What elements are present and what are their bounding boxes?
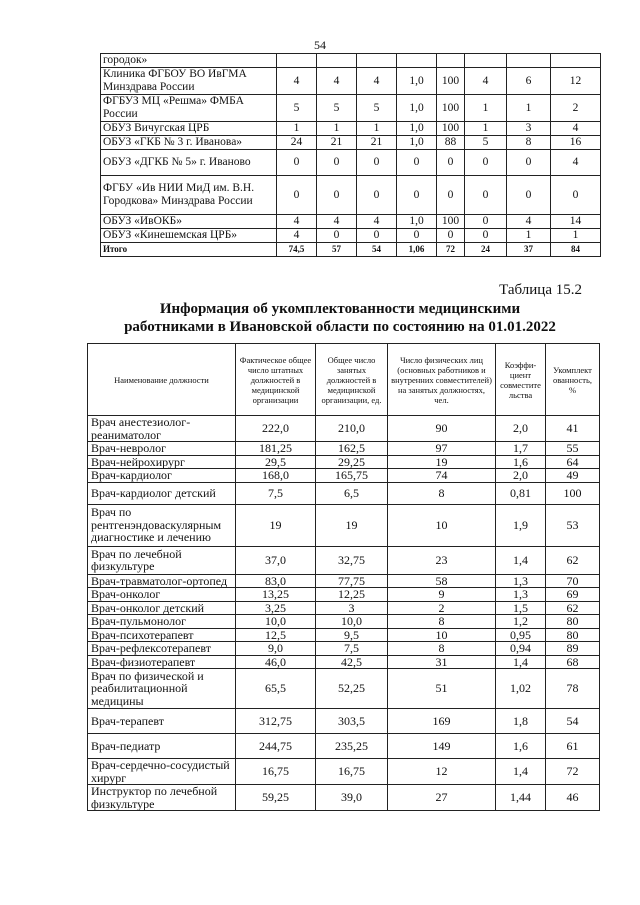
value-cell: 1 (551, 229, 601, 243)
value-cell: 1 (465, 95, 507, 122)
value-cell: 8 (388, 642, 496, 656)
value-cell: 210,0 (316, 416, 388, 442)
table-row (88, 601, 600, 615)
table-row (88, 642, 600, 656)
total-label-cell: Итого (101, 243, 277, 257)
total-value-cell: 74,5 (277, 243, 317, 257)
value-cell: 3 (316, 601, 388, 615)
position-name-cell: Врач-кардиолог детский (88, 482, 236, 504)
position-name-cell: Врач-рефлексотерапевт (88, 642, 236, 656)
value-cell: 1,6 (496, 455, 546, 469)
value-cell: 5 (357, 95, 397, 122)
table-row (88, 734, 600, 759)
value-cell: 12 (551, 68, 601, 95)
column-header: Общее число занятых должностей в медицинской организации, ед. (316, 344, 388, 416)
value-cell: 8 (507, 136, 551, 150)
position-name-cell: Врач-физиотерапевт (88, 655, 236, 669)
value-cell: 100 (437, 68, 465, 95)
value-cell: 0 (357, 229, 397, 243)
page-number: 54 (314, 38, 326, 52)
value-cell: 1 (317, 122, 357, 136)
column-header: Число физических лиц (основных работников и внутренних совместителей) на занятых должностях, чел. (388, 344, 496, 416)
table-title-line-1: Информация об укомплектованности медицинскими (159, 301, 521, 317)
table-row (101, 150, 601, 176)
value-cell (357, 54, 397, 68)
table-row (101, 229, 601, 243)
facility-name-cell: ОБУЗ «ГКБ № 3 г. Иванова» (101, 136, 277, 150)
table-row (88, 588, 600, 602)
value-cell: 0 (437, 150, 465, 176)
value-cell: 80 (546, 628, 600, 642)
value-cell: 49 (546, 469, 600, 483)
table-row (88, 628, 600, 642)
value-cell (277, 54, 317, 68)
facility-name-cell: ФГБУ «Ив НИИ МиД им. В.Н. Городкова» Минздрава России (101, 176, 277, 215)
value-cell: 1,6 (496, 734, 546, 759)
value-cell: 70 (546, 574, 600, 588)
value-cell: 100 (546, 482, 600, 504)
value-cell: 0,81 (496, 482, 546, 504)
value-cell: 4 (317, 68, 357, 95)
table-row (101, 95, 601, 122)
value-cell: 0 (551, 176, 601, 215)
facility-name-cell: ОБУЗ «Кинешемская ЦРБ» (101, 229, 277, 243)
value-cell: 13,25 (236, 588, 316, 602)
table-row (88, 546, 600, 574)
value-cell: 19 (388, 455, 496, 469)
value-cell: 62 (546, 546, 600, 574)
position-name-cell: Врач-педиатр (88, 734, 236, 759)
table-row (88, 709, 600, 734)
value-cell: 0 (397, 229, 437, 243)
value-cell: 97 (388, 442, 496, 456)
table-row (88, 442, 600, 456)
value-cell: 1,44 (496, 785, 546, 811)
value-cell: 100 (437, 122, 465, 136)
value-cell: 16,75 (316, 759, 388, 785)
value-cell: 1 (277, 122, 317, 136)
value-cell: 0 (357, 150, 397, 176)
value-cell: 42,5 (316, 655, 388, 669)
value-cell: 23 (388, 546, 496, 574)
value-cell: 10,0 (316, 615, 388, 629)
position-name-cell: Врач-терапевт (88, 709, 236, 734)
facility-name-cell: ОБУЗ «ДГКБ № 5» г. Иваново (101, 150, 277, 176)
value-cell: 1,0 (397, 122, 437, 136)
value-cell: 0 (465, 229, 507, 243)
value-cell: 1,0 (397, 95, 437, 122)
value-cell: 37,0 (236, 546, 316, 574)
table-row (88, 655, 600, 669)
value-cell: 1,8 (496, 709, 546, 734)
value-cell: 244,75 (236, 734, 316, 759)
table-row (101, 136, 601, 150)
value-cell: 3,25 (236, 601, 316, 615)
value-cell: 4 (277, 68, 317, 95)
value-cell: 1,7 (496, 442, 546, 456)
value-cell: 0 (465, 150, 507, 176)
total-value-cell: 37 (507, 243, 551, 257)
value-cell: 58 (388, 574, 496, 588)
facility-name-cell: ОБУЗ Вичугская ЦРБ (101, 122, 277, 136)
value-cell: 10 (388, 628, 496, 642)
value-cell: 59,25 (236, 785, 316, 811)
value-cell: 0 (437, 176, 465, 215)
value-cell: 16,75 (236, 759, 316, 785)
value-cell (437, 54, 465, 68)
position-name-cell: Врач-пульмонолог (88, 615, 236, 629)
value-cell: 69 (546, 588, 600, 602)
value-cell: 78 (546, 669, 600, 709)
value-cell: 1,02 (496, 669, 546, 709)
table-row (101, 68, 601, 95)
value-cell: 1,4 (496, 546, 546, 574)
value-cell: 1,3 (496, 588, 546, 602)
table-row (101, 215, 601, 229)
value-cell: 162,5 (316, 442, 388, 456)
position-name-cell: Врач по рентгенэндоваскулярным диагностике и лечению (88, 504, 236, 546)
total-row (101, 243, 601, 257)
value-cell: 19 (316, 504, 388, 546)
value-cell: 4 (507, 215, 551, 229)
value-cell: 39,0 (316, 785, 388, 811)
value-cell: 168,0 (236, 469, 316, 483)
value-cell: 46,0 (236, 655, 316, 669)
value-cell: 0 (465, 215, 507, 229)
value-cell: 1 (357, 122, 397, 136)
position-name-cell: Врач-сердечно-сосудистый хирург (88, 759, 236, 785)
value-cell (465, 54, 507, 68)
facility-name-cell: ОБУЗ «ИвОКБ» (101, 215, 277, 229)
value-cell: 54 (546, 709, 600, 734)
column-header: Коэффи-циент совместите льства (496, 344, 546, 416)
value-cell: 1,0 (397, 215, 437, 229)
value-cell: 8 (388, 482, 496, 504)
value-cell: 303,5 (316, 709, 388, 734)
value-cell: 55 (546, 442, 600, 456)
value-cell: 51 (388, 669, 496, 709)
value-cell: 0 (277, 176, 317, 215)
value-cell: 7,5 (236, 482, 316, 504)
value-cell: 169 (388, 709, 496, 734)
position-name-cell: Врач-онколог (88, 588, 236, 602)
value-cell: 27 (388, 785, 496, 811)
value-cell (397, 54, 437, 68)
value-cell: 90 (388, 416, 496, 442)
total-value-cell: 24 (465, 243, 507, 257)
facility-name-cell: ФГБУЗ МЦ «Решма» ФМБА России (101, 95, 277, 122)
table-row (101, 176, 601, 215)
position-name-cell: Врач анестезиолог-реаниматолог (88, 416, 236, 442)
value-cell: 235,25 (316, 734, 388, 759)
value-cell: 2 (551, 95, 601, 122)
value-cell: 181,25 (236, 442, 316, 456)
staffing-table (87, 343, 600, 811)
table-row (101, 122, 601, 136)
table-row (88, 416, 600, 442)
table-header-row (88, 344, 600, 416)
value-cell: 0 (397, 176, 437, 215)
value-cell: 5 (317, 95, 357, 122)
value-cell: 0 (317, 176, 357, 215)
value-cell: 88 (437, 136, 465, 150)
value-cell: 1,4 (496, 759, 546, 785)
column-header: Наименование должности (88, 344, 236, 416)
column-header: Фактическое общее число штатных должностей в медицинской организации (236, 344, 316, 416)
value-cell: 12,5 (236, 628, 316, 642)
value-cell: 16 (551, 136, 601, 150)
value-cell (551, 54, 601, 68)
value-cell: 9,0 (236, 642, 316, 656)
value-cell: 83,0 (236, 574, 316, 588)
value-cell: 21 (357, 136, 397, 150)
value-cell: 4 (277, 215, 317, 229)
value-cell: 222,0 (236, 416, 316, 442)
value-cell: 1,2 (496, 615, 546, 629)
position-name-cell: Инструктор по лечебной физкультуре (88, 785, 236, 811)
table-row (88, 785, 600, 811)
total-value-cell: 1,06 (397, 243, 437, 257)
value-cell: 0 (317, 229, 357, 243)
value-cell: 61 (546, 734, 600, 759)
value-cell: 19 (236, 504, 316, 546)
table-row (88, 574, 600, 588)
value-cell: 46 (546, 785, 600, 811)
total-value-cell: 54 (357, 243, 397, 257)
position-name-cell: Врач-онколог детский (88, 601, 236, 615)
value-cell: 100 (437, 215, 465, 229)
value-cell: 29,5 (236, 455, 316, 469)
value-cell: 3 (507, 122, 551, 136)
value-cell: 0 (507, 150, 551, 176)
value-cell: 165,75 (316, 469, 388, 483)
value-cell: 77,75 (316, 574, 388, 588)
value-cell: 52,25 (316, 669, 388, 709)
value-cell: 312,75 (236, 709, 316, 734)
facility-name-cell: городок» (101, 54, 277, 68)
value-cell: 1,9 (496, 504, 546, 546)
position-name-cell: Врач по лечебной физкультуре (88, 546, 236, 574)
value-cell: 2,0 (496, 469, 546, 483)
table-row (88, 759, 600, 785)
value-cell: 72 (546, 759, 600, 785)
value-cell: 100 (437, 95, 465, 122)
table-row (88, 455, 600, 469)
position-name-cell: Врач-травматолог-ортопед (88, 574, 236, 588)
value-cell: 1,3 (496, 574, 546, 588)
value-cell: 4 (277, 229, 317, 243)
value-cell: 21 (317, 136, 357, 150)
value-cell (507, 54, 551, 68)
position-name-cell: Врач-психотерапевт (88, 628, 236, 642)
value-cell: 10 (388, 504, 496, 546)
table-title-line-2: работниками в Ивановской области по состоянию на 01.01.2022 (124, 319, 556, 335)
position-name-cell: Врач-нейрохирург (88, 455, 236, 469)
value-cell: 6 (507, 68, 551, 95)
value-cell: 31 (388, 655, 496, 669)
value-cell: 1 (507, 229, 551, 243)
value-cell: 7,5 (316, 642, 388, 656)
value-cell: 9,5 (316, 628, 388, 642)
value-cell: 0 (507, 176, 551, 215)
value-cell: 0 (317, 150, 357, 176)
value-cell: 4 (357, 68, 397, 95)
value-cell: 4 (465, 68, 507, 95)
value-cell: 2,0 (496, 416, 546, 442)
value-cell: 80 (546, 615, 600, 629)
value-cell: 62 (546, 601, 600, 615)
position-name-cell: Врач-кардиолог (88, 469, 236, 483)
value-cell: 10,0 (236, 615, 316, 629)
value-cell: 14 (551, 215, 601, 229)
continued-facilities-table (100, 53, 601, 257)
value-cell: 41 (546, 416, 600, 442)
table-row (88, 669, 600, 709)
value-cell: 64 (546, 455, 600, 469)
value-cell: 4 (551, 150, 601, 176)
value-cell: 5 (465, 136, 507, 150)
value-cell: 65,5 (236, 669, 316, 709)
value-cell: 2 (388, 601, 496, 615)
table-label: Таблица 15.2 (499, 282, 582, 298)
value-cell: 6,5 (316, 482, 388, 504)
value-cell: 0 (357, 176, 397, 215)
value-cell: 1,4 (496, 655, 546, 669)
facility-name-cell: Клиника ФГБОУ ВО ИвГМА Минздрава России (101, 68, 277, 95)
value-cell: 32,75 (316, 546, 388, 574)
value-cell: 0 (437, 229, 465, 243)
value-cell: 68 (546, 655, 600, 669)
value-cell: 1 (507, 95, 551, 122)
value-cell: 8 (388, 615, 496, 629)
value-cell: 9 (388, 588, 496, 602)
value-cell: 149 (388, 734, 496, 759)
value-cell: 0 (397, 150, 437, 176)
value-cell: 4 (551, 122, 601, 136)
column-header: Укомплект ованность, % (546, 344, 600, 416)
value-cell: 29,25 (316, 455, 388, 469)
value-cell (317, 54, 357, 68)
table-row (88, 469, 600, 483)
value-cell: 0,95 (496, 628, 546, 642)
value-cell: 5 (277, 95, 317, 122)
value-cell: 4 (317, 215, 357, 229)
value-cell: 0 (465, 176, 507, 215)
value-cell: 74 (388, 469, 496, 483)
table-row (88, 482, 600, 504)
value-cell: 4 (357, 215, 397, 229)
value-cell: 0,94 (496, 642, 546, 656)
total-value-cell: 57 (317, 243, 357, 257)
value-cell: 0 (277, 150, 317, 176)
value-cell: 12,25 (316, 588, 388, 602)
table-row (88, 615, 600, 629)
position-name-cell: Врач-невролог (88, 442, 236, 456)
value-cell: 24 (277, 136, 317, 150)
value-cell: 1,0 (397, 136, 437, 150)
table-row (88, 504, 600, 546)
table-row (101, 54, 601, 68)
total-value-cell: 84 (551, 243, 601, 257)
table-title (80, 300, 600, 336)
position-name-cell: Врач по физической и реабилитационной медицины (88, 669, 236, 709)
value-cell: 53 (546, 504, 600, 546)
value-cell: 89 (546, 642, 600, 656)
value-cell: 12 (388, 759, 496, 785)
total-value-cell: 72 (437, 243, 465, 257)
value-cell: 1,0 (397, 68, 437, 95)
value-cell: 1,5 (496, 601, 546, 615)
value-cell: 1 (465, 122, 507, 136)
